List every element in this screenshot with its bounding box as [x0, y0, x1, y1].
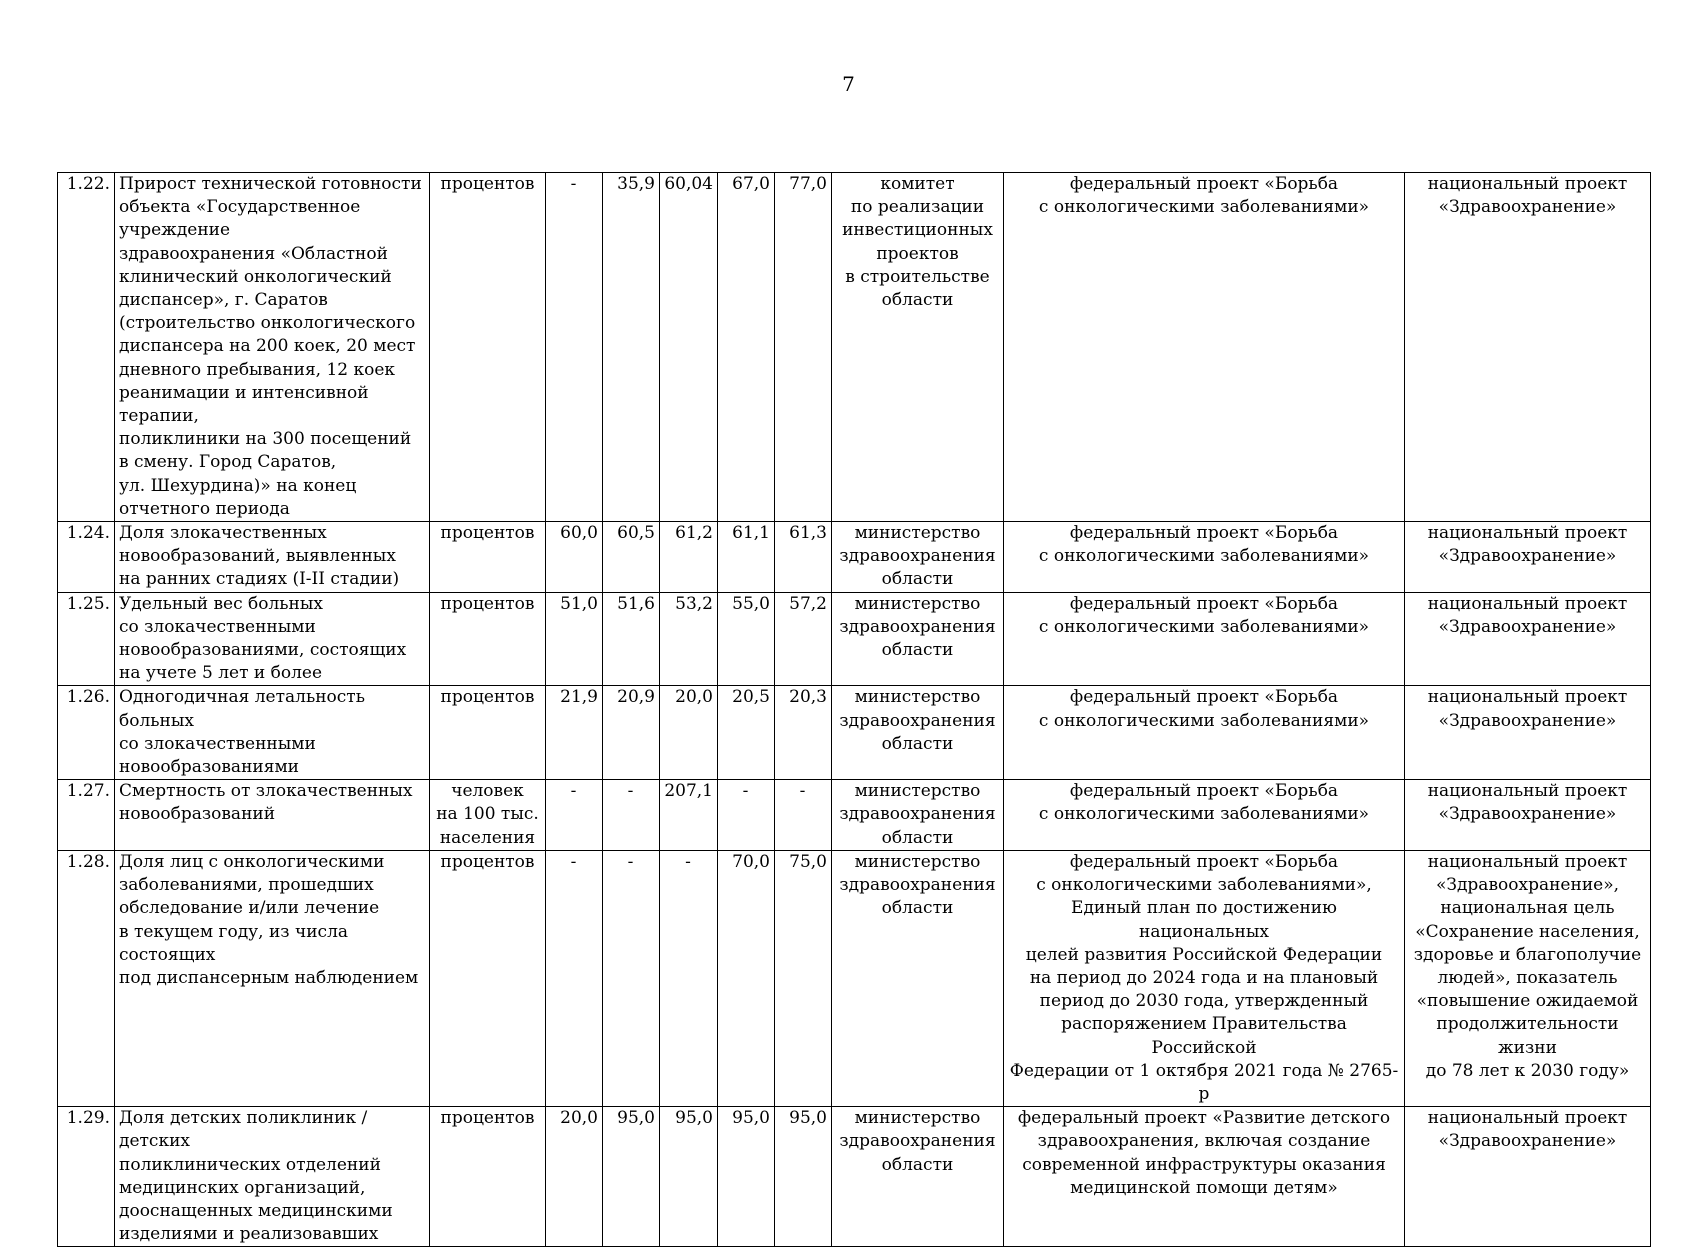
- row-number: [58, 592, 115, 686]
- national-project: [1405, 522, 1651, 593]
- value-cell-text: 20,0: [560, 1108, 598, 1129]
- value-cell-text: 20,5: [732, 687, 770, 708]
- value-cell: [603, 1107, 660, 1247]
- value-cell: [775, 780, 832, 851]
- row-number: [58, 686, 115, 780]
- value-cell-text: 20,9: [617, 687, 655, 708]
- table-row: [58, 1107, 1651, 1247]
- value-cell: [603, 522, 660, 593]
- federal-project-text: федеральный проект «Борьба с онкологическими заболеваниями»: [1038, 174, 1370, 218]
- value-cell-text: 75,0: [789, 851, 827, 872]
- value-cell: [660, 592, 718, 686]
- value-cell: [660, 522, 718, 593]
- federal-project-text: федеральный проект «Борьба с онкологическими заболеваниями»: [1038, 781, 1370, 825]
- value-cell-text: 57,2: [789, 593, 827, 614]
- row-number: [58, 850, 115, 1106]
- value-cell-text: 67,0: [732, 174, 770, 194]
- value-cell: [718, 522, 775, 593]
- responsible-executor-text: министерство здравоохранения области: [839, 687, 996, 754]
- value-cell: [718, 173, 775, 522]
- row-number-text: 1.26.: [66, 687, 110, 708]
- value-cell-text: -: [570, 174, 577, 194]
- responsible-executor-text: министерство здравоохранения области: [839, 1108, 996, 1175]
- row-number-text: 1.22.: [66, 174, 110, 194]
- value-cell-text: -: [570, 781, 577, 802]
- value-cell-text: 55,0: [732, 593, 770, 614]
- row-number-text: 1.27.: [66, 781, 110, 802]
- value-cell: [603, 173, 660, 522]
- federal-project: [1004, 850, 1405, 1106]
- unit-of-measure-text: процентов: [440, 851, 535, 872]
- national-project-text: национальный проект «Здравоохранение»: [1427, 687, 1628, 731]
- responsible-executor: [832, 780, 1004, 851]
- row-number: [58, 1107, 115, 1247]
- indicators-table: [57, 172, 1651, 1247]
- row-number-text: 1.29.: [66, 1108, 110, 1129]
- national-project: [1405, 173, 1651, 522]
- responsible-executor: [832, 1107, 1004, 1247]
- row-number-text: 1.25.: [66, 593, 110, 614]
- indicator-name-text: Доля злокачественных новообразований, выявленных на ранних стадиях (I-II стадии): [119, 523, 400, 590]
- value-cell-text: -: [627, 781, 634, 802]
- value-cell-text: -: [685, 851, 691, 872]
- responsible-executor: [832, 686, 1004, 780]
- value-cell-text: 61,2: [675, 523, 713, 544]
- row-number: [58, 780, 115, 851]
- table-row: [58, 686, 1651, 780]
- indicator-name: [115, 522, 430, 593]
- value-cell-text: 70,0: [732, 851, 770, 872]
- federal-project: [1004, 686, 1405, 780]
- federal-project: [1004, 522, 1405, 593]
- value-cell-text: 61,3: [789, 523, 827, 544]
- value-cell-text: 60,5: [617, 523, 655, 544]
- indicator-name-text: Доля лиц с онкологическими заболеваниями, прошедших обследование и/или лечение в текущем году, из числа состоящих под диспансерным наблюдением: [119, 851, 419, 988]
- value-cell: [718, 686, 775, 780]
- national-project: [1405, 780, 1651, 851]
- table-row: [58, 173, 1651, 522]
- indicator-name-text: Удельный вес больных со злокачественными новообразованиями, состоящих на учете 5 лет и более: [119, 593, 407, 684]
- value-cell-text: 95,0: [732, 1108, 770, 1129]
- value-cell: [718, 592, 775, 686]
- national-project: [1405, 1107, 1651, 1247]
- federal-project: [1004, 780, 1405, 851]
- indicator-name: [115, 686, 430, 780]
- unit-of-measure-text: процентов: [440, 593, 535, 614]
- federal-project: [1004, 1107, 1405, 1247]
- value-cell: [603, 592, 660, 686]
- indicator-name-text: Одногодичная летальность больных со злокачественными новообразованиями: [119, 687, 365, 778]
- value-cell: [660, 850, 718, 1106]
- unit-of-measure: [430, 780, 546, 851]
- responsible-executor-text: министерство здравоохранения области: [839, 593, 996, 661]
- table-row: [58, 780, 1651, 851]
- responsible-executor: [832, 522, 1004, 593]
- responsible-executor-text: комитет по реализации инвестиционных проектов в строительстве области: [842, 174, 993, 311]
- federal-project-text: федеральный проект «Борьба с онкологическими заболеваниями»: [1038, 523, 1370, 567]
- value-cell: [718, 780, 775, 851]
- value-cell-text: 60,04: [664, 174, 713, 194]
- value-cell: [546, 780, 603, 851]
- unit-of-measure: [430, 850, 546, 1106]
- indicator-name-text: Смертность от злокачественных новообразований: [119, 781, 413, 825]
- unit-of-measure-text: процентов: [440, 523, 535, 544]
- row-number: [58, 522, 115, 593]
- federal-project-text: федеральный проект «Развитие детского здравоохранения, включая создание современной инфраструктуры оказания медицинской помощи детям»: [1017, 1108, 1391, 1198]
- value-cell: [718, 1107, 775, 1247]
- responsible-executor: [832, 850, 1004, 1106]
- federal-project-text: федеральный проект «Борьба с онкологическими заболеваниями», Единый план по достижению национальных целей развития Российской Федерации на период до 2024 года и на плановый период до 2030 года, утвержденный распоряжением Правительства Российской Федерации от 1 октября 2021 года № 2765-р: [1009, 851, 1399, 1104]
- unit-of-measure: [430, 522, 546, 593]
- value-cell-text: -: [799, 781, 806, 802]
- value-cell-text: 51,0: [560, 593, 598, 614]
- federal-project: [1004, 592, 1405, 686]
- value-cell-text: 61,1: [732, 523, 770, 544]
- indicator-name: [115, 592, 430, 686]
- value-cell: [546, 850, 603, 1106]
- unit-of-measure: [430, 592, 546, 686]
- row-number: [58, 173, 115, 522]
- table-row: [58, 850, 1651, 1106]
- value-cell: [660, 173, 718, 522]
- national-project: [1405, 592, 1651, 686]
- value-cell: [546, 522, 603, 593]
- value-cell: [775, 592, 832, 686]
- value-cell-text: 35,9: [617, 174, 655, 194]
- value-cell-text: -: [627, 851, 634, 872]
- value-cell: [603, 850, 660, 1106]
- unit-of-measure: [430, 1107, 546, 1247]
- value-cell: [660, 686, 718, 780]
- national-project-text: национальный проект «Здравоохранение»: [1427, 174, 1628, 218]
- value-cell: [660, 780, 718, 851]
- indicator-name: [115, 173, 430, 522]
- table-row: [58, 592, 1651, 686]
- value-cell-text: 21,9: [560, 687, 598, 708]
- value-cell-text: 77,0: [789, 174, 827, 194]
- national-project: [1405, 686, 1651, 780]
- value-cell-text: 20,0: [675, 687, 713, 708]
- national-project-text: национальный проект «Здравоохранение»: [1427, 1108, 1628, 1152]
- federal-project-text: федеральный проект «Борьба с онкологическими заболеваниями»: [1038, 593, 1370, 637]
- unit-of-measure: [430, 173, 546, 522]
- national-project-text: национальный проект «Здравоохранение», национальная цель «Сохранение населения, здоровье и благополучие людей», показатель «повышение ожидаемой продолжительности жизни до 78 лет к 2030 году»: [1413, 851, 1642, 1081]
- federal-project: [1004, 173, 1405, 522]
- value-cell: [546, 592, 603, 686]
- indicator-name-text: Доля детских поликлиник / детских поликлинических отделений медицинских организаций, дооснащенных медицинскими изделиями и реализовавших: [119, 1108, 393, 1245]
- row-number-text: 1.24.: [66, 523, 110, 544]
- value-cell: [775, 686, 832, 780]
- responsible-executor: [832, 173, 1004, 522]
- value-cell-text: 95,0: [675, 1108, 713, 1129]
- value-cell: [546, 173, 603, 522]
- responsible-executor: [832, 592, 1004, 686]
- value-cell-text: 60,0: [560, 523, 598, 544]
- value-cell: [603, 686, 660, 780]
- value-cell: [775, 522, 832, 593]
- value-cell-text: 20,3: [789, 687, 827, 708]
- federal-project-text: федеральный проект «Борьба с онкологическими заболеваниями»: [1038, 687, 1370, 731]
- value-cell: [603, 780, 660, 851]
- value-cell: [718, 850, 775, 1106]
- value-cell-text: 51,6: [617, 593, 655, 614]
- table-body: [58, 173, 1651, 1247]
- indicator-name: [115, 1107, 430, 1247]
- unit-of-measure-text: процентов: [440, 687, 535, 708]
- value-cell-text: -: [570, 851, 577, 872]
- value-cell: [775, 173, 832, 522]
- value-cell: [775, 1107, 832, 1247]
- value-cell-text: 95,0: [789, 1108, 827, 1129]
- unit-of-measure: [430, 686, 546, 780]
- value-cell: [546, 686, 603, 780]
- responsible-executor-text: министерство здравоохранения области: [839, 781, 996, 848]
- value-cell: [546, 1107, 603, 1247]
- value-cell-text: 53,2: [675, 593, 713, 614]
- responsible-executor-text: министерство здравоохранения области: [839, 851, 996, 919]
- unit-of-measure-text: процентов: [440, 174, 535, 194]
- indicator-name: [115, 850, 430, 1106]
- value-cell: [775, 850, 832, 1106]
- row-number-text: 1.28.: [66, 851, 110, 872]
- national-project-text: национальный проект «Здравоохранение»: [1427, 781, 1628, 825]
- value-cell-text: 95,0: [617, 1108, 655, 1129]
- page-number: 7: [842, 72, 855, 96]
- indicator-name-text: Прирост технической готовности объекта «Государственное учреждение здравоохранения «Областной клинический онкологический диспансер», г. Саратов (строительство онкологического диспансера на 200 коек, 20 мест дневного пребывания, 12 коек реанимации и интенсивной терапии, поликлиники на 300 посещений в смену. Город Саратов, ул. Шехурдина)» на конец отчетного периода: [119, 174, 422, 519]
- responsible-executor-text: министерство здравоохранения области: [839, 523, 996, 590]
- value-cell-text: -: [742, 781, 749, 802]
- value-cell-text: 207,1: [664, 781, 713, 802]
- national-project-text: национальный проект «Здравоохранение»: [1427, 523, 1628, 567]
- unit-of-measure-text: процентов: [440, 1108, 535, 1129]
- unit-of-measure-text: человек на 100 тыс. населения: [436, 781, 539, 848]
- value-cell: [660, 1107, 718, 1247]
- indicator-name: [115, 780, 430, 851]
- national-project: [1405, 850, 1651, 1106]
- table-row: [58, 522, 1651, 593]
- national-project-text: национальный проект «Здравоохранение»: [1427, 593, 1628, 637]
